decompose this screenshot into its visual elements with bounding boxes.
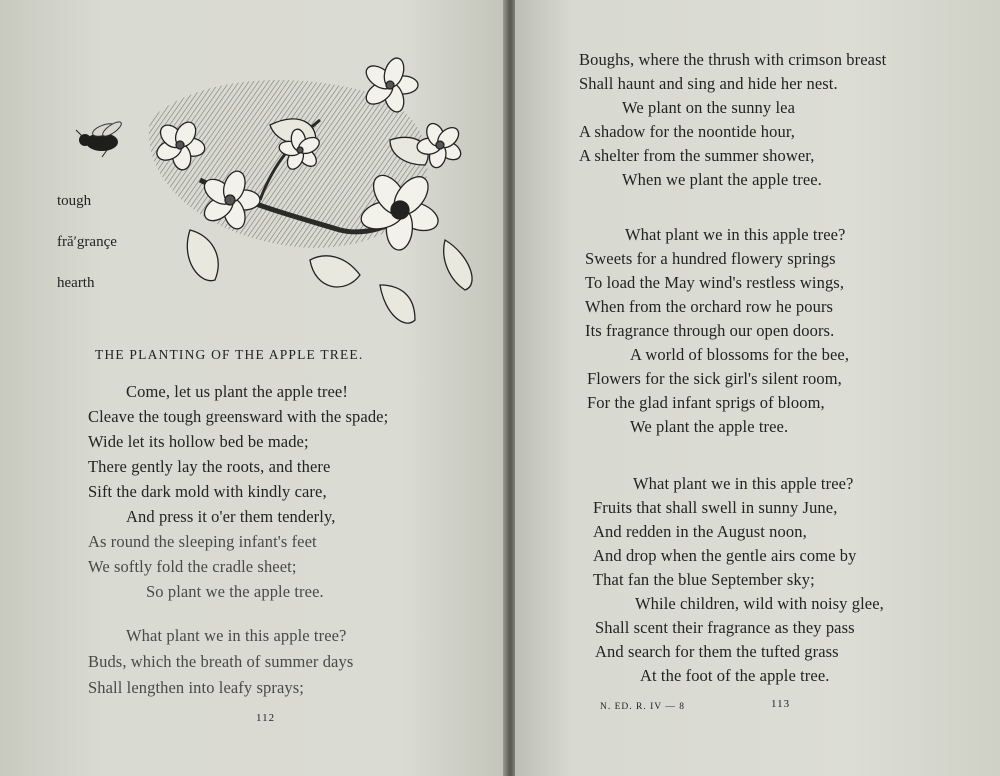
poem-line: We plant on the sunny lea <box>622 98 796 117</box>
poem-line: We plant the apple tree. <box>630 417 789 436</box>
gloss-word: hearth <box>57 275 95 291</box>
poem-line: Buds, which the breath of summer days <box>88 652 354 671</box>
poem-line: A shelter from the summer shower, <box>579 146 815 165</box>
poem-line: And redden in the August noon, <box>593 522 807 541</box>
poem-line: Boughs, where the thrush with crimson breast <box>579 50 887 69</box>
poem-line: A world of blossoms for the bee, <box>630 345 850 364</box>
poem-line: For the glad infant sprigs of bloom, <box>587 393 825 412</box>
gloss-word: fră′grançe <box>57 234 117 250</box>
bee-icon <box>76 119 123 157</box>
poem-line: Shall scent their fragrance as they pass <box>595 618 855 637</box>
poem-line: To load the May wind's restless wings, <box>585 273 845 292</box>
gloss-word: tough <box>57 193 92 209</box>
poem-line: And search for them the tufted grass <box>595 642 839 661</box>
poem-line: When from the orchard row he pours <box>585 297 834 316</box>
poem-line: We softly fold the cradle sheet; <box>88 557 297 576</box>
right-page <box>515 0 1000 776</box>
poem-line: And drop when the gentle airs come by <box>593 546 857 565</box>
poem-line: So plant we the apple tree. <box>146 582 324 601</box>
poem-line: Wide let its hollow bed be made; <box>88 432 309 451</box>
poem-line: What plant we in this apple tree? <box>126 626 347 645</box>
poem-line: Its fragrance through our open doors. <box>585 321 835 340</box>
poem-line: And press it o'er them tenderly, <box>126 507 336 526</box>
page-number: 112 <box>256 712 276 724</box>
poem-title: THE PLANTING OF THE APPLE TREE. <box>95 347 364 362</box>
poem-line: As round the sleeping infant's feet <box>88 532 317 551</box>
poem-line: Sift the dark mold with kindly care, <box>88 482 327 501</box>
poem-line: A shadow for the noontide hour, <box>579 122 795 141</box>
poem-line: Flowers for the sick girl's silent room, <box>587 369 842 388</box>
apple-blossom-illustration <box>60 30 500 340</box>
poem-line: When we plant the apple tree. <box>622 170 822 189</box>
poem-line: Come, let us plant the apple tree! <box>126 382 348 401</box>
poem-line: What plant we in this apple tree? <box>625 225 846 244</box>
poem-line: At the foot of the apple tree. <box>640 666 830 685</box>
signature-mark: N. ED. R. IV — 8 <box>600 702 685 712</box>
poem-line: Fruits that shall swell in sunny June, <box>593 498 838 517</box>
poem-line: What plant we in this apple tree? <box>633 474 854 493</box>
poem-line: While children, wild with noisy glee, <box>635 594 884 613</box>
poem-line: Cleave the tough greensward with the spade; <box>88 407 389 426</box>
poem-line: Sweets for a hundred flowery springs <box>585 249 836 268</box>
poem-line: Shall lengthen into leafy sprays; <box>88 678 304 697</box>
poem-line: Shall haunt and sing and hide her nest. <box>579 74 838 93</box>
poem-line: There gently lay the roots, and there <box>88 457 331 476</box>
poem-line: That fan the blue September sky; <box>593 570 815 589</box>
page-number: 113 <box>771 698 791 710</box>
